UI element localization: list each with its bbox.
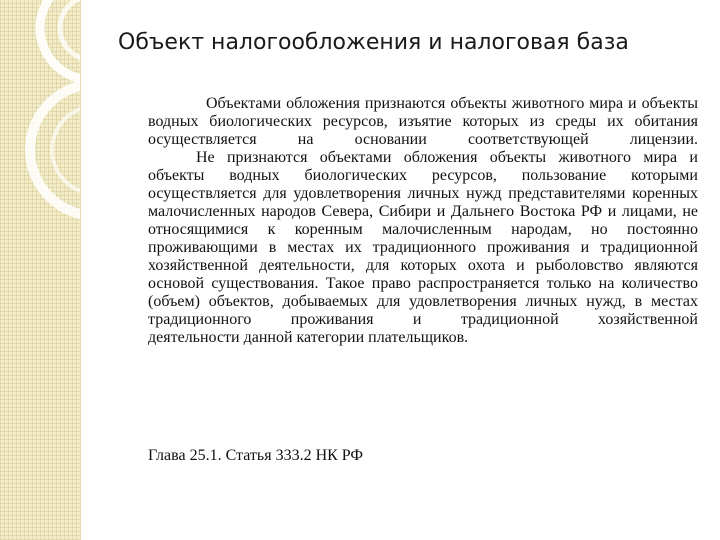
band-divider [80,0,81,540]
legal-source-citation: Глава 25.1. Статья 333.2 НК РФ [148,447,364,464]
decorative-swirl [0,0,80,540]
swirl-ring-lower [30,84,80,216]
swirl-ring-lower-inner [52,106,80,194]
paragraph-exceptions: Не признаются объектами обложения объекты животного мира и объекты водных биологических ресурсов, пользование которыми осуществляется для удовлетворения личных нужд представителями коренных малочисленных народов Севера, Сибири и Дальнего Востока РФ и лицами, не относящимися к коренным малочисленным народам, но постоянно проживающими в местах их традиционного проживания и традиционной хозяйственной деятельности, для которых охота и рыболовство являются основой существования. Такое право распространяется только на количество (объем) объектов, добываемых для удовлетворения личных нужд, в местах традиционного проживания и традиционной хозяйственной [148,149,698,328]
slide-title: Объект налогообложения и налоговая база [118,30,629,55]
paragraph-objects: Объектами обложения признаются объекты животного мира и объекты водных биологических ресурсов, изъятие которых из среды их обитания осуществляется на основании соответствующей лицензии. [148,95,698,148]
swirl-ring-inner [60,0,80,60]
slide-body [148,95,698,347]
decorative-side-band [0,0,80,540]
paragraph-exceptions-end: деятельности данной категории плательщиков. [148,329,469,346]
